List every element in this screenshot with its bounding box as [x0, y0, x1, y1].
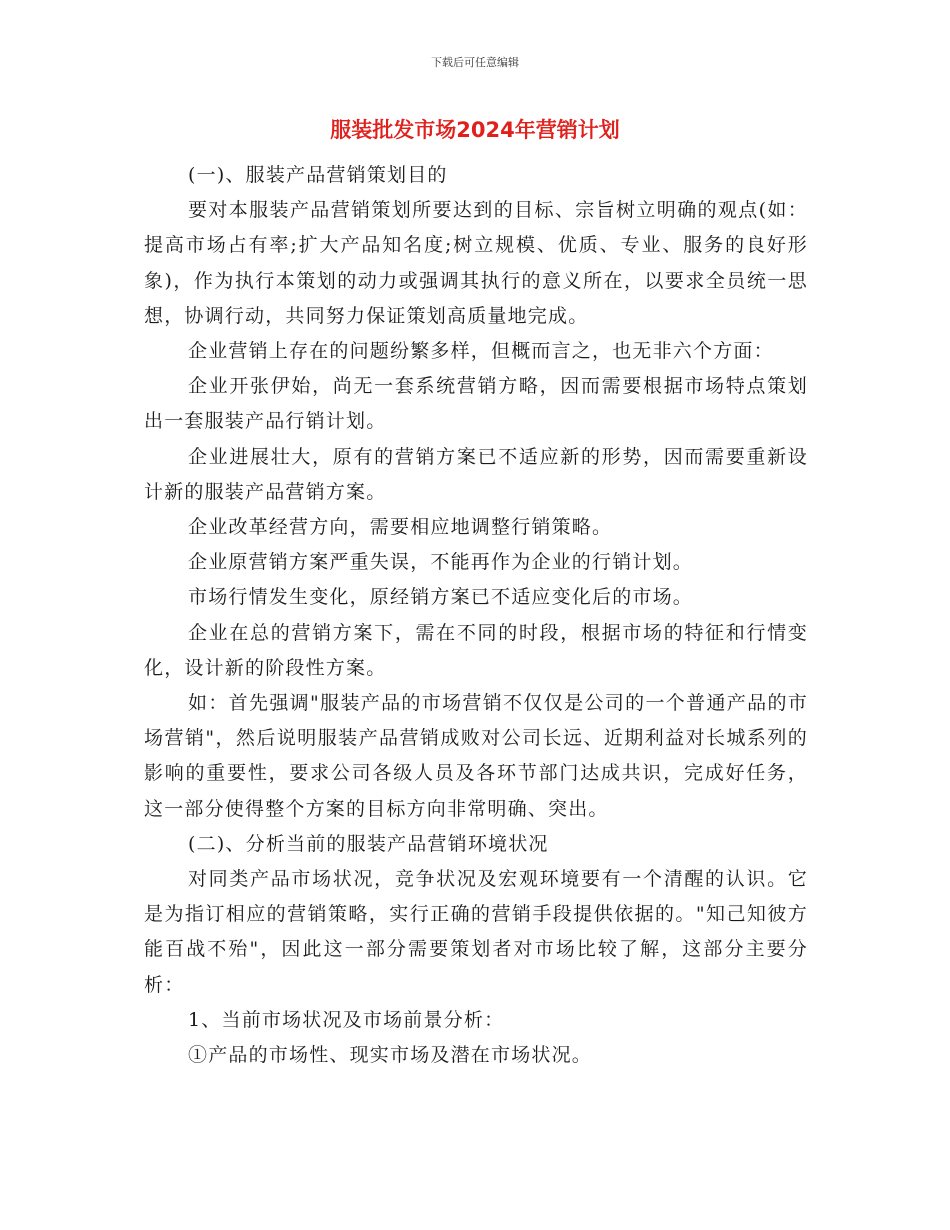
body-paragraph: 要对本服装产品营销策划所要达到的目标、宗旨树立明确的观点(如：提高市场占有率;扩大产品知名度;树立规模、优质、专业、服务的良好形象)，作为执行本策划的动力或强调其执行的意义所在，以要求全员统一思想，协调行动，共同努力保证策划高质量地完成。 [144, 199, 808, 327]
page-header-note: 下载后可任意编辑 [431, 56, 519, 69]
body-paragraph: 市场行情发生变化，原经销方案已不适应变化后的市场。 [188, 586, 694, 609]
body-paragraph: 对同类产品市场状况，竞争状况及宏观环境要有一个清醒的认识。它是为指订相应的营销策略，实行正确的营销手段提供依据的。"知己知彼方能百战不殆"，因此这一部分需要策划者对市场比较了解，这部分主要分析： [144, 868, 808, 996]
section-heading-1: (一)、服装产品营销策划目的 [188, 164, 448, 186]
body-paragraph: 企业进展壮大，原有的营销方案已不适应新的形势，因而需要重新设计新的服装产品营销方案。 [144, 445, 808, 503]
document-title: 服装批发市场2024年营销计划 [330, 118, 620, 142]
subsection-heading: 1、当前市场状况及市场前景分析： [188, 1008, 505, 1031]
body-paragraph: 企业开张伊始，尚无一套系统营销方略，因而需要根据市场特点策划出一套服装产品行销计划。 [144, 375, 808, 433]
list-item: ①产品的市场性、现实市场及潜在市场状况。 [188, 1044, 593, 1067]
body-paragraph: 企业在总的营销方案下，需在不同的时段，根据市场的特征和行情变化，设计新的阶段性方案。 [144, 621, 808, 679]
section-heading-2: (二)、分析当前的服装产品营销环境状况 [188, 832, 549, 855]
body-paragraph: 企业营销上存在的问题纷繁多样，但概而言之，也无非六个方面： [188, 340, 774, 363]
body-paragraph: 企业原营销方案严重失误，不能再作为企业的行销计划。 [188, 551, 694, 574]
body-paragraph: 企业改革经营方向，需要相应地调整行销策略。 [188, 516, 613, 539]
document-body [144, 158, 808, 1073]
body-paragraph: 如：首先强调"服装产品的市场营销不仅仅是公司的一个普通产品的市场营销"，然后说明服装产品营销成败对公司长远、近期利益对长城系列的影响的重要性，要求公司各级人员及各环节部门达成共识，完成好任务，这一部分使得整个方案的目标方向非常明确、突出。 [144, 692, 808, 820]
